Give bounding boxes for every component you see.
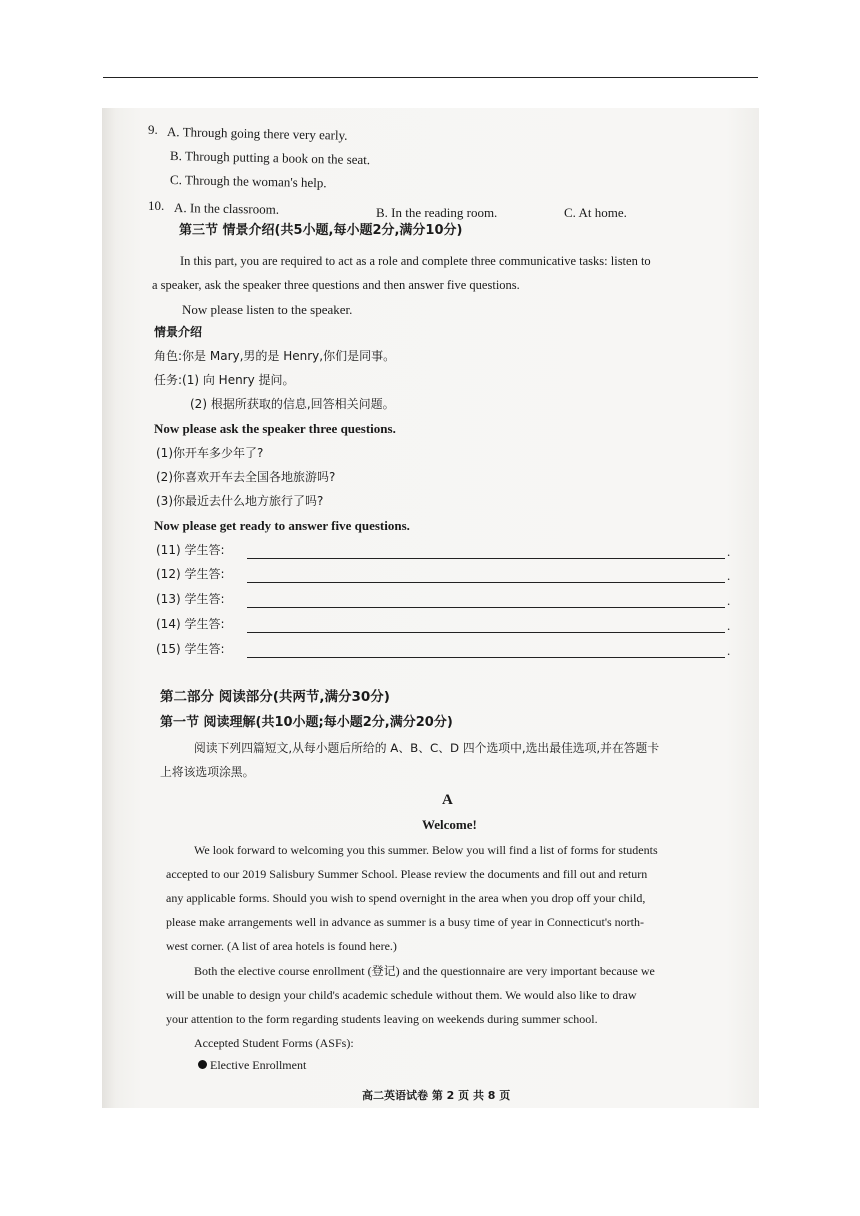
- answer-line-14[interactable]: [247, 632, 725, 633]
- page-footer: 高二英语试卷 第 2 页 共 8 页: [362, 1089, 511, 1102]
- answer-end-13: .: [727, 593, 731, 608]
- q9-option-a: A. Through going there very early.: [166, 124, 348, 143]
- answer-label-13: (13) 学生答:: [156, 592, 225, 606]
- question-prompt-1: (1)你开车多少年了?: [156, 446, 264, 460]
- answer-line-15[interactable]: [247, 657, 725, 658]
- answer-end-15: .: [727, 643, 731, 658]
- bleed-through: [542, 128, 742, 129]
- question-prompt-3: (3)你最近去什么地方旅行了吗?: [156, 494, 324, 508]
- q10-option-c: C. At home.: [564, 205, 627, 220]
- question-prompt-2: (2)你喜欢开车去全国各地旅游吗?: [156, 470, 336, 484]
- part2-section1-title: 第一节 阅读理解(共10小题;每小题2分,满分20分): [160, 715, 453, 730]
- answer-label-11: (11) 学生答:: [156, 543, 225, 557]
- part2-instructions-2: 上将该选项涂黑。: [160, 765, 255, 779]
- answer-end-12: .: [727, 568, 731, 583]
- section3-instructions-2: a speaker, ask the speaker three questions and then answer five questions.: [152, 278, 520, 292]
- section3-title: 第三节 情景介绍(共5小题,每小题2分,满分10分): [179, 223, 463, 238]
- q10-option-a: A. In the classroom.: [173, 200, 280, 217]
- answer-line-12[interactable]: [247, 582, 725, 583]
- forms-bullet-1-label: Elective Enrollment: [210, 1058, 307, 1072]
- forms-heading: Accepted Student Forms (ASFs):: [194, 1036, 354, 1050]
- answer-end-14: .: [727, 618, 731, 633]
- scenario-task-1: 任务:(1) 向 Henry 提问。: [154, 373, 295, 387]
- ask-questions-heading: Now please ask the speaker three questions.: [154, 421, 396, 436]
- passage-p1-line1: We look forward to welcoming you this summer. Below you will find a list of forms for students: [194, 843, 658, 857]
- section3-listen: Now please listen to the speaker.: [182, 302, 353, 317]
- answer-label-15: (15) 学生答:: [156, 642, 225, 656]
- scenario-task-2: (2) 根据所获取的信息,回答相关问题。: [190, 397, 395, 411]
- forms-bullet-1: [198, 1057, 306, 1073]
- answer-questions-heading: Now please get ready to answer five questions.: [154, 518, 410, 533]
- part2-instructions-1: 阅读下列四篇短文,从每小题后所给的 A、B、C、D 四个选项中,选出最佳选项,并在答题卡: [194, 741, 660, 755]
- q10-number: 10.: [148, 198, 165, 213]
- scenario-role: 角色:你是 Mary,男的是 Henry,你们是同事。: [154, 349, 396, 363]
- answer-label-14: (14) 学生答:: [156, 617, 225, 631]
- answer-label-12: (12) 学生答:: [156, 567, 225, 581]
- passage-p2-line1: Both the elective course enrollment (登记) and the questionnaire are very important because we: [194, 964, 655, 978]
- header-rule: [103, 77, 758, 78]
- section3-instructions-1: In this part, you are required to act as a role and complete three communicative tasks: listen to: [180, 254, 651, 268]
- part2-title: 第二部分 阅读部分(共两节,满分30分): [160, 689, 390, 705]
- q9-option-c: C. Through the woman's help.: [169, 172, 327, 191]
- q9-number: 9.: [148, 122, 158, 137]
- passage-p1-line4: please make arrangements well in advance as summer is a busy time of year in Connecticut's north-: [166, 915, 645, 929]
- answer-line-13[interactable]: [247, 607, 725, 608]
- answer-end-11: .: [727, 544, 731, 559]
- passage-p1-line2: accepted to our 2019 Salisbury Summer School. Please review the documents and fill out and return: [166, 867, 648, 881]
- passage-letter: A: [442, 792, 453, 808]
- q10-option-b: B. In the reading room.: [376, 205, 498, 220]
- scanned-page: [102, 108, 759, 1108]
- q9-option-b: B. Through putting a book on the seat.: [169, 148, 371, 168]
- bullet-icon: [198, 1060, 207, 1069]
- scenario-heading: 情景介绍: [154, 325, 203, 339]
- answer-line-11[interactable]: [247, 558, 725, 559]
- passage-p1-line5: west corner. (A list of area hotels is found here.): [166, 939, 397, 953]
- passage-title: Welcome!: [422, 817, 477, 832]
- passage-p1-line3: any applicable forms. Should you wish to spend overnight in the area when you drop off your child,: [166, 891, 646, 905]
- passage-p2-line2: will be unable to design your child's academic schedule without them. We would also like to draw: [166, 988, 637, 1002]
- passage-p2-line3: your attention to the form regarding students leaving on weekends during summer school.: [166, 1012, 598, 1026]
